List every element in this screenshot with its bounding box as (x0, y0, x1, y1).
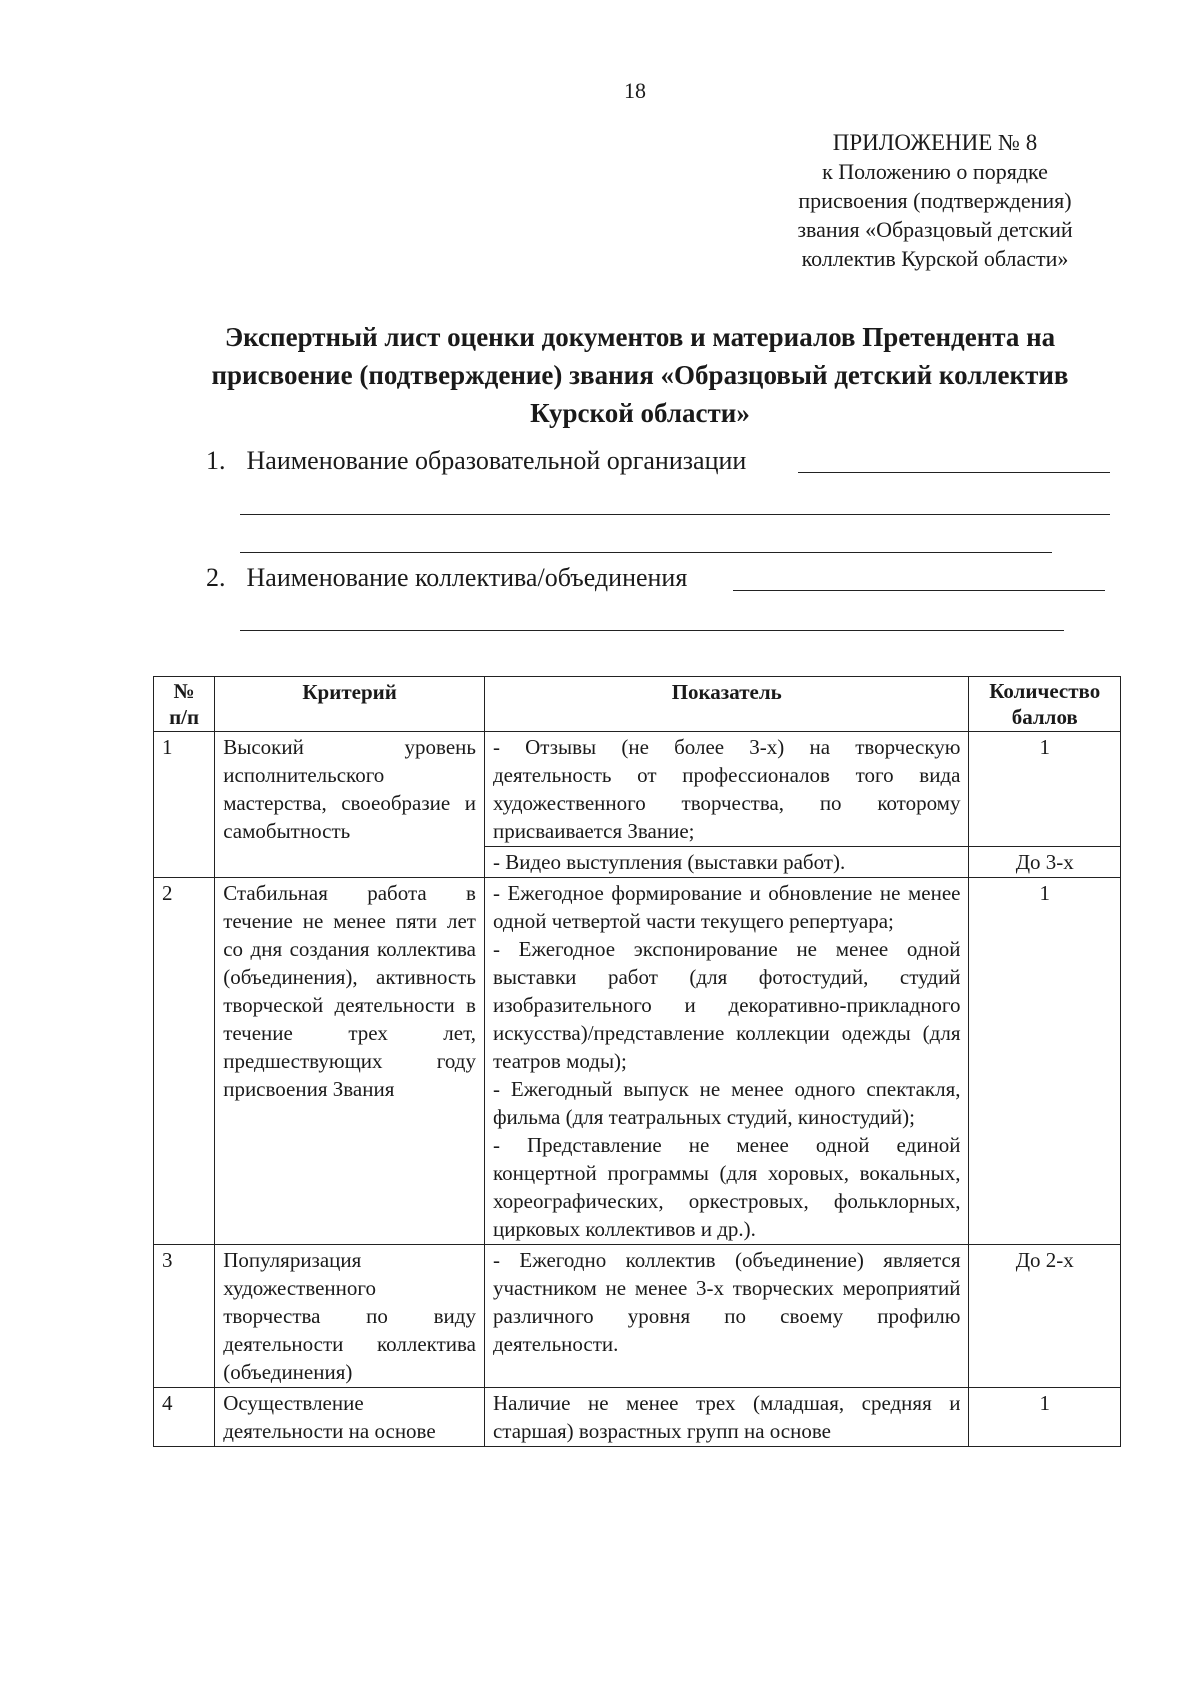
field-collective (206, 563, 687, 593)
criteria-table (153, 676, 1121, 1447)
row-indicator: - Отзывы (не более 3-х) на творческую деятельность от профессионалов того вида художественного творчества, по которому присваивается Звание; (484, 732, 969, 847)
row-points: До 3-х (969, 847, 1121, 878)
row-criterion: Популяризация художественного творчества по виду деятельности коллектива (объединения) (215, 1245, 485, 1388)
table-row (154, 1388, 1121, 1447)
indicator-line: - Представление не менее одной единой концертной программы (для хоровых, вокальных, хореографических, оркестровых, фольклорных, цирковых коллективов и др.). (492, 1133, 961, 1241)
field-number: 2. (206, 563, 226, 592)
fill-line[interactable] (733, 590, 1105, 591)
row-number: 1 (154, 732, 215, 878)
header-num: № п/п (154, 677, 215, 732)
fill-line[interactable] (240, 630, 1064, 631)
field-number: 1. (206, 446, 226, 475)
row-indicator (484, 878, 969, 1245)
fill-line[interactable] (240, 552, 1052, 553)
header-points: Количество баллов (969, 677, 1121, 732)
indicator-line: - Ежегодный выпуск не менее одного спектакля, фильма (для театральных студий, киностудий); (492, 1077, 961, 1129)
row-number: 3 (154, 1245, 215, 1388)
row-points: 1 (969, 878, 1121, 1245)
fill-line[interactable] (240, 514, 1110, 515)
row-points: 1 (969, 1388, 1121, 1447)
table-header-row (154, 677, 1121, 732)
field-label: Наименование образовательной организации (246, 446, 747, 475)
field-label: Наименование коллектива/объединения (246, 563, 688, 592)
row-criterion: Стабильная работа в течение не менее пяти лет со дня создания коллектива (объединения), активность творческой деятельности в течение трех лет, предшествующих году присвоения Звания (215, 878, 485, 1245)
appendix-line: коллектив Курской области» (801, 246, 1069, 271)
row-criterion: Осуществление деятельности на основе (215, 1388, 485, 1447)
row-indicator: Наличие не менее трех (младшая, средняя и старшая) возрастных групп на основе (484, 1388, 969, 1447)
row-number: 4 (154, 1388, 215, 1447)
row-points: 1 (969, 732, 1121, 847)
appendix-line: звания «Образцовый детский (797, 217, 1073, 242)
row-indicator: - Ежегодно коллектив (объединение) является участником не менее 3-х творческих мероприятий различного уровня по своему профилю деятельности. (484, 1245, 969, 1388)
row-points: До 2-х (969, 1245, 1121, 1388)
field-organization (206, 446, 746, 476)
document-title-line: Экспертный лист оценки документов и материалов Претендента на (224, 322, 1056, 352)
indicator-line: - Ежегодное формирование и обновление не менее одной четвертой части текущего репертуара; (492, 881, 961, 933)
row-criterion: Высокий уровень исполнительского мастерства, своеобразие и самобытность (215, 732, 485, 878)
row-indicator: - Видео выступления (выставки работ). (484, 847, 969, 878)
row-number: 2 (154, 878, 215, 1245)
document-title-line: присвоение (подтверждение) звания «Образцовый детский коллектив (211, 360, 1069, 390)
table-row (154, 878, 1121, 1245)
appendix-block (770, 128, 1100, 273)
appendix-line: к Положению о порядке (822, 159, 1048, 184)
table-row (154, 732, 1121, 847)
document-title-line: Курской области» (530, 398, 750, 428)
appendix-title: ПРИЛОЖЕНИЕ № 8 (832, 130, 1038, 155)
appendix-line: присвоения (подтверждения) (798, 188, 1072, 213)
header-indicator: Показатель (484, 677, 969, 732)
page-number: 18 (624, 78, 646, 103)
document-title (180, 318, 1100, 432)
fill-line[interactable] (798, 472, 1110, 473)
indicator-line: - Ежегодное экспонирование не менее одной выставки работ (для фотостудий, студий изобразительного и декоративно-прикладного искусства)/представление коллекции одежды (для театров моды); (492, 937, 961, 1073)
header-criterion: Критерий (215, 677, 485, 732)
table-row (154, 1245, 1121, 1388)
